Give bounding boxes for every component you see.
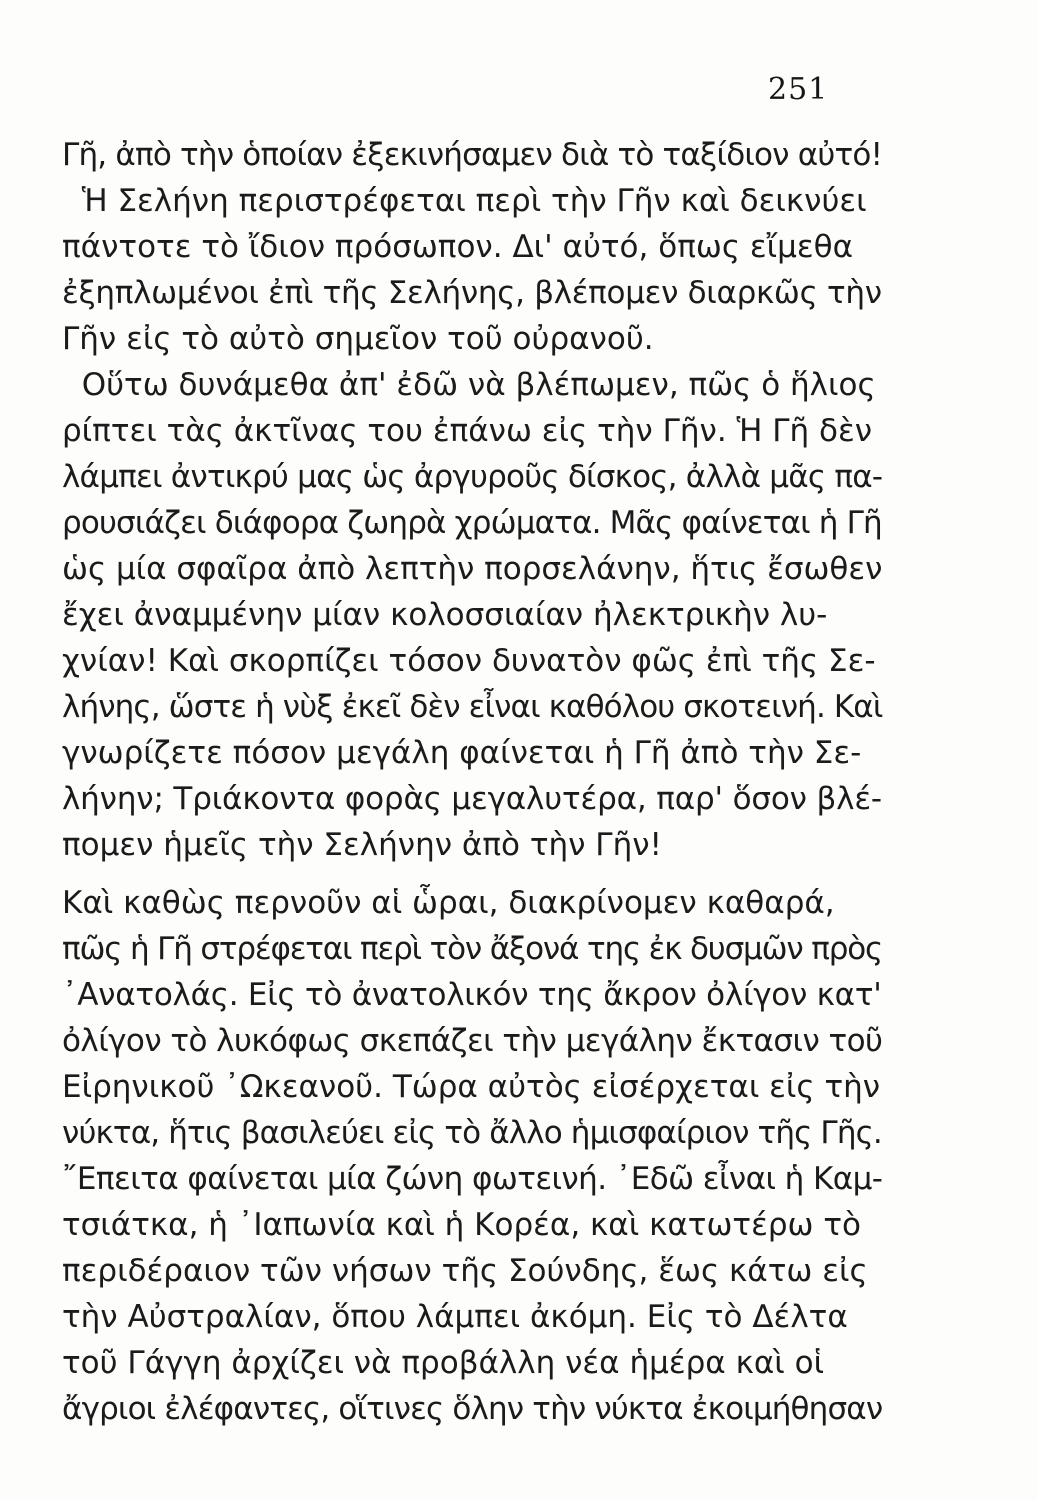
text-line: ἔχει ἀναμμένην μίαν κολοσσιαίαν ἠλεκτρικὴν λυ- — [62, 597, 828, 633]
text-line: πάντοτε τὸ ἴδιον πρόσωπον. Δι' αὐτό, ὅπως εἴμεθα — [62, 229, 853, 265]
text-line: ρουσιάζει διάφορα ζωηρὰ χρώματα. Μᾶς φαίνεται ἡ Γῆ — [62, 505, 882, 541]
text-line: λάμπει ἀντικρύ μας ὡς ἀργυροῦς δίσκος, ἀλλὰ μᾶς πα- — [62, 459, 883, 495]
text-line: νύκτα, ἥτις βασιλεύει εἰς τὸ ἄλλο ἡμισφαίριον τῆς Γῆς. — [62, 1115, 882, 1151]
text-line: Ἡ Σελήνη περιστρέφεται περὶ τὴν Γῆν καὶ δεικνύει — [62, 183, 867, 219]
text-line: Οὕτω δυνάμεθα ἀπ' ἐδῶ νὰ βλέπωμεν, πῶς ὁ ἥλιος — [62, 367, 876, 403]
text-line: τοῦ Γάγγη ἀρχίζει νὰ προβάλλη νέα ἡμέρα καὶ οἱ — [62, 1345, 825, 1381]
text-line: ρίπτει τὰς ἀκτῖνας του ἐπάνω εἰς τὴν Γῆν. Ἡ Γῆ δὲν — [62, 413, 873, 449]
page-number: 251 — [768, 72, 829, 107]
text-line: Γῆν εἰς τὸ αὐτὸ σημεῖον τοῦ οὐρανοῦ. — [62, 321, 654, 357]
text-line: ῎Επειτα φαίνεται μία ζώνη φωτεινή. ᾿Εδῶ εἶναι ἡ Καμ- — [62, 1161, 883, 1197]
text-line: Γῆ, ἀπὸ τὴν ὁποίαν ἐξεκινήσαμεν διὰ τὸ ταξίδιον αὐτό! — [62, 137, 883, 173]
text-line: λήνης, ὥστε ἡ νὺξ ἐκεῖ δὲν εἶναι καθόλου σκοτεινή. Καὶ — [62, 689, 883, 725]
text-line: περιδέραιον τῶν νήσων τῆς Σούνδης, ἕως κάτω εἰς — [62, 1253, 868, 1289]
paragraph-block-2 — [62, 880, 882, 1432]
text-line: πῶς ἡ Γῆ στρέφεται περὶ τὸν ἄξονά της ἐκ δυσμῶν πρὸς — [62, 931, 883, 967]
text-line: ἐξηπλωμένοι ἐπὶ τῆς Σελήνης, βλέπομεν διαρκῶς τὴν — [62, 275, 882, 311]
text-line: ἄγριοι ἐλέφαντες, οἵτινες ὅλην τὴν νύκτα ἐκοιμήθησαν — [62, 1391, 883, 1427]
text-line: Καὶ καθὼς περνοῦν αἱ ὧραι, διακρίνομεν καθαρά, — [62, 885, 835, 921]
text-line: τὴν Αὐστραλίαν, ὅπου λάμπει ἀκόμη. Εἰς τὸ Δέλτα — [62, 1299, 848, 1335]
text-line: λήνην; Τριάκοντα φορὰς μεγαλυτέρα, παρ' ὅσον βλέ- — [62, 781, 882, 817]
text-line: πομεν ἡμεῖς τὴν Σελήνην ἀπὸ τὴν Γῆν! — [62, 827, 662, 863]
paragraph-block-1 — [62, 132, 882, 868]
text-line: ᾿Ανατολάς. Εἰς τὸ ἀνατολικόν της ἄκρον ὀλίγον κατ' — [62, 977, 882, 1013]
text-line: ὡς μία σφαῖρα ἀπὸ λεπτὴν πορσελάνην, ἥτις ἔσωθεν — [62, 551, 883, 587]
text-line: ὀλίγον τὸ λυκόφως σκεπάζει τὴν μεγάλην ἔκτασιν τοῦ — [62, 1023, 883, 1059]
text-line: τσιάτκα, ἡ ᾿Ιαπωνία καὶ ἡ Κορέα, καὶ κατωτέρω τὸ — [62, 1207, 861, 1243]
text-line: γνωρίζετε πόσον μεγάλη φαίνεται ἡ Γῆ ἀπὸ τὴν Σε- — [62, 735, 862, 771]
text-line: χνίαν! Καὶ σκορπίζει τόσον δυνατὸν φῶς ἐπὶ τῆς Σε- — [62, 643, 876, 679]
text-line: Εἰρηνικοῦ ᾿Ωκεανοῦ. Τώρα αὐτὸς εἰσέρχεται εἰς τὴν — [62, 1069, 881, 1105]
